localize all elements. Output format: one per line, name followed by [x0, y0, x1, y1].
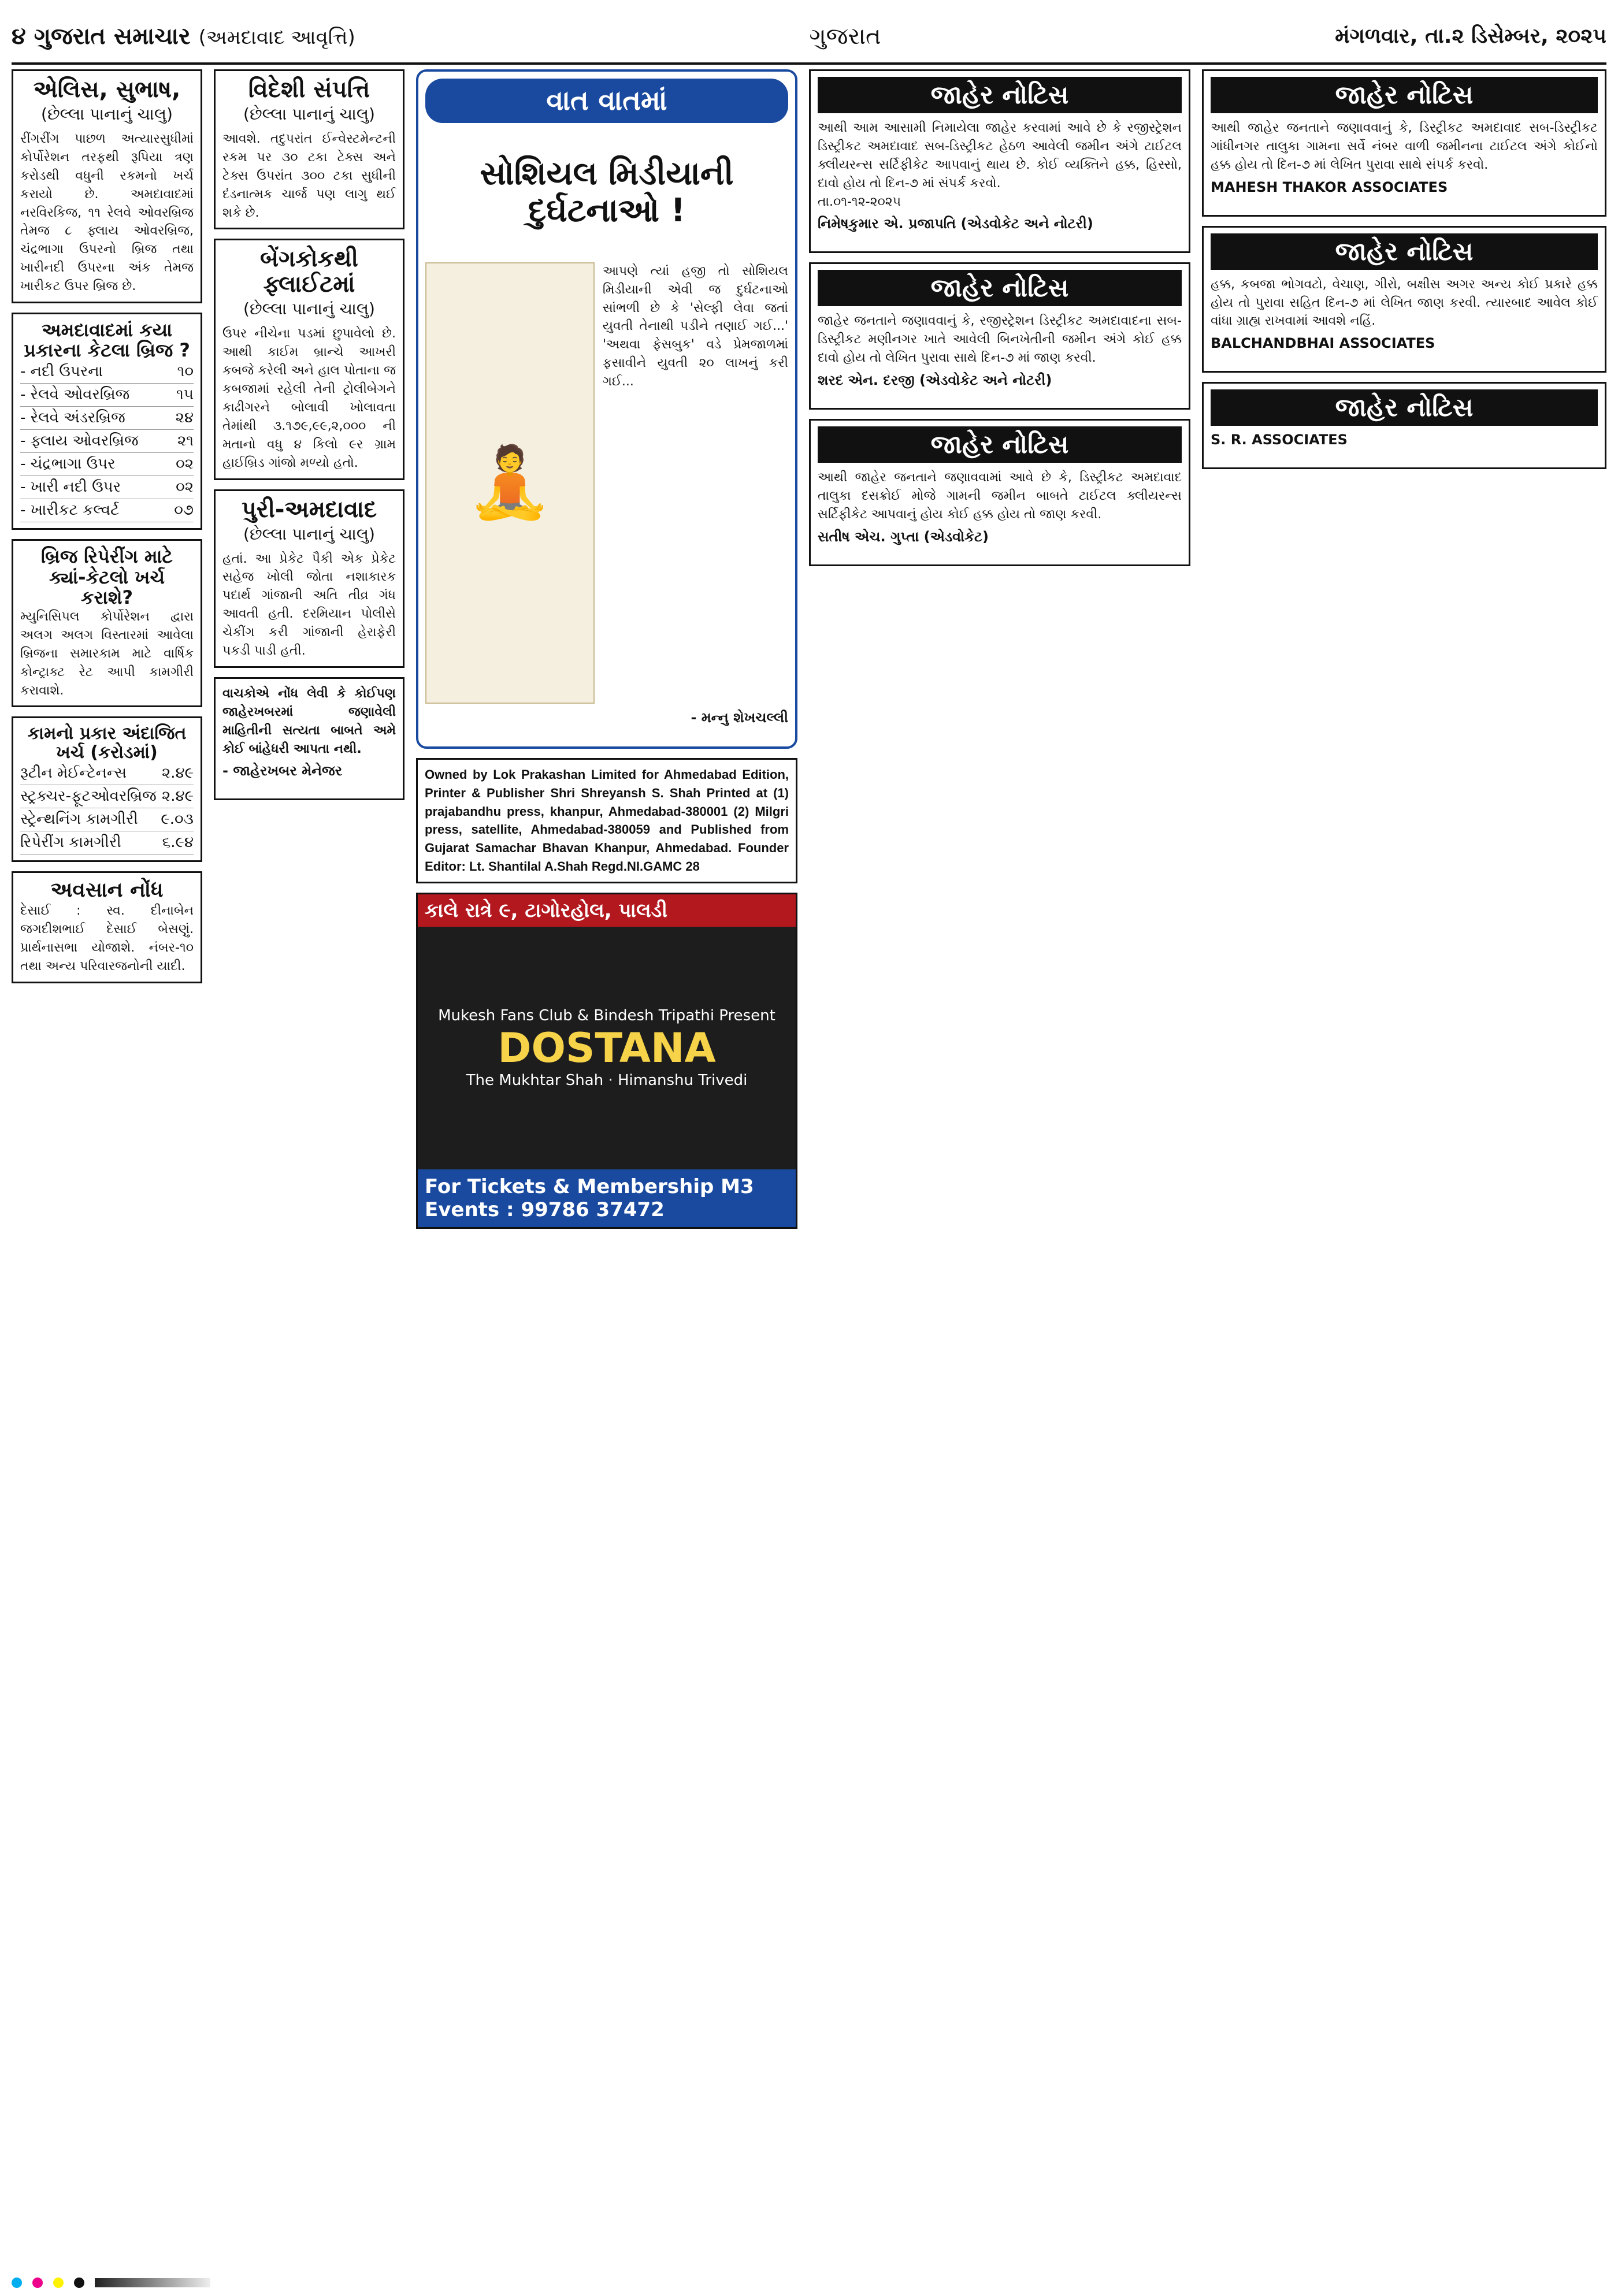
row-label: - રેલવે અંડરબ્રિજ	[20, 409, 125, 427]
impressum	[416, 758, 797, 883]
row-value: ૦૭	[174, 501, 194, 519]
story-sub: (છેલ્લા પાનાનું ચાલુ)	[243, 105, 375, 124]
cost-title: કામનો પ્રકાર અંદાજિત ખર્ચ (કરોડમાં)	[27, 723, 187, 763]
row-label: સ્ટ્રક્ચર-ફૂટઓવરબ્રિજ	[20, 787, 157, 805]
story-bangkok	[214, 239, 404, 480]
ad-show: DOSTANA	[498, 1024, 716, 1072]
row-value: ૨૧	[177, 432, 194, 450]
notice-3	[809, 419, 1190, 566]
notice-body: આથી જાહેર જનતાને જણાવવામાં આવે છે કે, ડિસ્ટ્રીકટ અમદાવાદ તાલુકા દસક્રોઈ મોજે ગામની જમીન બાબતે ટાઈટલ ક્લીયરન્સ સર્ટિફીકેટ આપવાનું હોય કોઈ હક્ક હોય તો જાણ કરવી.	[818, 470, 1182, 522]
story-body: આવશે. તદુપરાંત ઈન્વેસ્ટમેન્ટની રકમ પર ૩૦ ટકા ટેક્સ અને ટેક્સ ઉપરાંત ૩૦૦ ટકા સુધીની દંડનાત્મક ચાર્જ પણ લાગુ થઈ શકે છે.	[222, 132, 396, 220]
paper-name: ગુજરાત સમાચાર	[34, 23, 191, 50]
grey-scale	[95, 2278, 210, 2287]
disclaimer-body: વાચકોએ નોંધ લેવી કે કોઈપણ જાહેરખબરમાં જણાવેલી માહિતીની સત્યતા બાબતે અમે કોઈ બાંહેધરી આપતા નથી.	[222, 686, 396, 756]
row-label: - ખારીકટ કલ્વર્ટ	[20, 501, 120, 519]
cyan-dot	[12, 2278, 22, 2288]
feature-body: આપણે ત્યાં હજી તો સોશિયલ મિડીયાની એવી જ દુર્ઘટનાઓ સાંભળી છે કે 'સેલ્ફી લેવા જતાં યુવતી તેનાથી પડીને તણાઈ ગઈ...' 'અથવા ફેસબુક' વડે પ્રેમજાળમાં ફસાવીને યુવતી ૨૦ લાખનું કરી ગઈ...	[602, 263, 788, 389]
cost-rows	[20, 762, 194, 855]
feature-box	[416, 69, 797, 749]
notice-sign: સતીષ એચ. ગુપ્તા (એડવોકેટ)	[818, 528, 989, 545]
notice-sign: શરદ એન. દરજી (એડવોકેટ અને નોટરી)	[818, 372, 1052, 389]
story-title: વિદેશી સંપત્તિ	[248, 76, 370, 103]
notice-heading: જાહેર નોટિસ	[1211, 389, 1598, 426]
notices-column-a	[809, 69, 1190, 575]
table-row	[20, 785, 194, 808]
table-row	[20, 831, 194, 855]
table-rows	[20, 361, 194, 522]
disclaimer-sign: - જાહેરખબર મેનેજર	[222, 763, 343, 779]
notice-body: આથી જાહેર જનતાને જણાવવાનું કે, ડિસ્ટ્રીકટ અમદાવાદ સબ-ડિસ્ટ્રીકટ ગાંધીનગર તાલુકા ગામના સર્વે નંબર વાળી જમીનના ટાઈટલ અંગે કોઈનો હક્ક હોય તો દિન-૭ માં લેખિત પુરાવા સાથે સંપર્ક કરવો.	[1211, 121, 1598, 172]
notice-body: હક્ક, કબજા ભોગવટો, વેચાણ, ગીરો, બક્ષીસ અગર અન્ય કોઈ પ્રકારે હક્ક હોય તો પુરાવા સહિત દિન-૭ માં લેખિત જાણ કરવી. ત્યારબાદ આવેલ કોઈ વાંધા ગ્રાહ્ય રાખવામાં આવશે નહિં.	[1211, 277, 1598, 329]
notice-body: જાહેર જનતાને જણાવવાનું કે, રજીસ્ટ્રેશન ડિસ્ટ્રીકટ અમદાવાદના સબ-ડિસ્ટ્રીકટ મણીનગર ખાતે આવેલી બિનખેતીની જમીન અંગે કોઈ હક્ક દાવો હોય તો લેખિત પુરાવા સાથે દિન-૭ માં જાણ કરવી.	[818, 314, 1182, 366]
notice-4	[1202, 69, 1606, 217]
notice-heading: જાહેર નોટિસ	[818, 77, 1182, 113]
notice-sign: MAHESH THAKOR ASSOCIATES	[1211, 179, 1448, 195]
column-1	[12, 69, 202, 993]
story-videshi	[214, 69, 404, 229]
repair-body: મ્યુનિસિપલ કોર્પોરેશન દ્વારા અલગ અલગ વિસ્તારમાં આવેલા બ્રિજના સમારકામ માટે વાર્ષિક કોન્ટ્રાક્ટ રેટ આપી કામગીરી કરાવાશે.	[20, 609, 194, 698]
impressum-text: Owned by Lok Prakashan Limited for Ahmedabad Edition, Printer & Publisher Shri Shreyansh S. Shah Printed at (1) prajabandhu press, khanpur, Ahmedabad-380001 (2) Milgri press, satellite, Ahmedabad-380059 and Published from Gujarat Samachar Bhavan Khanpur, Ahmedabad. Founder Editor: Lt. Shantilal A.Shah Regd.NI.GAMC 28	[425, 767, 789, 874]
notice-sign: BALCHANDBHAI ASSOCIATES	[1211, 335, 1435, 352]
story-alice	[12, 69, 202, 303]
table-row	[20, 430, 194, 453]
row-value: ૯.૦૩	[161, 811, 194, 829]
row-label: - નદી ઉપરના	[20, 363, 103, 381]
row-value: ૦૨	[176, 455, 194, 473]
obit-body: દેસાઈ : સ્વ. દીનાબેન જગદીશભાઈ દેસાઈ બેસણું. પ્રાર્થનાસભા યોજાશે. નંબર-૧૦ તથા અન્ય પરિવારજનોની યાદી.	[20, 904, 194, 974]
row-value: ૧૦	[177, 363, 194, 381]
obit-title: અવસાન નોંધ	[50, 878, 164, 902]
story-title: બેંગકોકથી ફ્લાઈટમાં	[260, 246, 358, 298]
ad-contact: For Tickets & Membership M3 Events : 99786 37472	[418, 1169, 796, 1227]
column-2	[214, 69, 404, 809]
page-header	[12, 10, 1606, 65]
notice-2	[809, 262, 1190, 410]
feature-title: સોશિયલ મિડીયાની દુર્ઘટનાઓ !	[480, 155, 734, 230]
notice-heading: જાહેર નોટિસ	[1211, 233, 1598, 270]
edition: (અમદાવાદ આવૃત્તિ)	[198, 26, 355, 49]
notice-heading: જાહેર નોટિસ	[1211, 77, 1598, 113]
table-row	[20, 407, 194, 430]
ad-top: કાલે રાત્રે ૯, ટાગોરહોલ, પાલડી	[418, 894, 796, 927]
ad-body	[418, 927, 796, 1169]
story-sub: (છેલ્લા પાનાનું ચાલુ)	[41, 105, 173, 124]
obituary	[12, 871, 202, 983]
row-label: - ખારી નદી ઉપર	[20, 478, 121, 496]
table-row	[20, 499, 194, 522]
cartoon-illustration: 🧘	[425, 262, 595, 704]
event-advertisement	[416, 893, 797, 1229]
notice-date: તા.૦૧-૧૨-૨૦૨૫	[818, 194, 901, 209]
story-body: રીંગરીંગ પાછળ અત્યારસુધીમાં કોર્પોરેશન તરફથી રૂપિયા ત્રણ કરોડથી વધુની રકમનો ખર્ચ કરાયો છે. અમદાવાદમાં નરવિરકિજ, ૧૧ રેલવે ઓવરબ્રિજ તેમજ ૮ ફ્લાય ઓવરબ્રિજ, ચંદ્રભાગા ઉપરનો બ્રિજ તથા ખારીનદી ઉપરના અંક તેમજ ખારીકટ ઉપર બ્રિજ છે.	[20, 132, 194, 294]
story-sub: (છેલ્લા પાનાનું ચાલુ)	[243, 524, 375, 544]
row-label: - ફ્લાય ઓવરબ્રિજ	[20, 432, 139, 450]
issue-date: મંગળવાર, તા.૨ ડિસેમ્બર, ૨૦૨૫	[1335, 24, 1606, 48]
row-value: ૨.૪૯	[161, 787, 194, 805]
row-label: રૂટીન મેઈન્ટેનન્સ	[20, 764, 127, 782]
row-value: ૨.૪૯	[161, 764, 194, 782]
table-row	[20, 808, 194, 831]
ad-event: Mukesh Fans Club & Bindesh Tripathi Present	[438, 1007, 775, 1025]
row-label: - રેલવે ઓવરબ્રિજ	[20, 386, 130, 404]
cost-box	[12, 716, 202, 862]
notice-6	[1202, 382, 1606, 469]
masthead	[12, 23, 355, 50]
reader-disclaimer	[214, 677, 404, 801]
print-color-bar	[12, 2276, 1606, 2289]
story-body: ઉપર નીચેના પડમાં છુપાવેલો છે. આથી કાઈમ બ્રાન્ચે આખરી કબજે કરેલી અને હાલ પોતાના જ કબજામાં રહેલી તેની ટ્રોલીબેગને કાઢીગરને બોલાવી ખોલાવતા તેમાંથી ૩.૧૭૯,૯૯,૨,૦૦૦ ની મતાનો વધુ ૪ કિલો ૯ર ગ્રામ હાઈબ્રિડ ગાંજો મળ્યો હતો.	[222, 326, 396, 470]
story-sub: (છેલ્લા પાનાનું ચાલુ)	[243, 299, 375, 319]
row-value: ૦૨	[176, 478, 194, 496]
table-row	[20, 361, 194, 384]
notice-heading: જાહેર નોટિસ	[818, 270, 1182, 306]
table-title: અમદાવાદમાં કયા પ્રકારના કેટલા બ્રિજ ?	[24, 319, 190, 362]
row-value: ૧૫	[176, 386, 194, 404]
story-puri	[214, 489, 404, 668]
notice-1	[809, 69, 1190, 253]
story-body: હતાં. આ પ્રેકેટ પૈકી એક પ્રેકેટ સહેજ ખોલી જોતા નશાકારક પદાર્થ ગાંજાની અતિ તીવ્ર ગંધ આવતી હતી. દરમિયાન પોલીસે ચેકીંગ કરી ગાંજાની હેરાફેરી પકડી પાડી હતી.	[222, 551, 396, 659]
story-title: એલિસ, સુભાષ,	[33, 76, 181, 103]
row-label: - ચંદ્રભાગા ઉપર	[20, 455, 116, 473]
row-label: રિપેરીંગ કામગીરી	[20, 834, 121, 852]
table-row	[20, 762, 194, 785]
notice-body: આથી આમ આસામી નિમાયેલા જાહેર કરવામાં આવે છે કે રજીસ્ટ્રેશન ડિસ્ટ્રીકટ અમદાવાદ સબ-ડિસ્ટ્રીકટ હેઠળ આવેલી જમીન અંગે ટાઈટલ ક્લીયરન્સ સર્ટિફીકેટ આપવાનું થાય છે. કોઈ વ્યક્તિને હક્ક, હિસ્સો, દાવો હોય તો દિન-૭ માં સંપર્ક કરવો.	[818, 121, 1182, 191]
ad-artists: The Mukhtar Shah · Himanshu Trivedi	[466, 1072, 748, 1090]
notice-sign: S. R. ASSOCIATES	[1211, 432, 1348, 448]
notices-column-b	[1202, 69, 1606, 478]
notice-5	[1202, 226, 1606, 373]
black-dot	[74, 2278, 84, 2288]
yellow-dot	[53, 2278, 64, 2288]
bridge-table	[12, 313, 202, 530]
feature-signature: - મન્નુ શેખચલ્લી	[691, 709, 788, 726]
section-name: ગુજરાત	[809, 23, 881, 50]
row-label: સ્ટ્રેન્થનિંગ કામગીરી	[20, 811, 138, 829]
feature-column	[416, 69, 797, 1237]
page-number: ૪	[12, 23, 26, 50]
feature-banner: વાત વાતમાં	[425, 79, 788, 123]
story-title: પુરી-અમદાવાદ	[241, 496, 377, 523]
repair-box	[12, 539, 202, 707]
row-value: ૬.૯૪	[162, 834, 194, 852]
repair-title: બ્રિજ રિપેરીંગ માટે ક્યાં-કેટલો ખર્ચ કરાશે?	[40, 545, 173, 608]
table-row	[20, 453, 194, 476]
table-row	[20, 384, 194, 407]
notice-sign: નિમેષકુમાર એ. પ્રજાપતિ (એડવોકેટ અને નોટરી)	[818, 216, 1093, 232]
row-value: ૨૪	[175, 409, 194, 427]
table-row	[20, 476, 194, 499]
magenta-dot	[32, 2278, 43, 2288]
notice-heading: જાહેર નોટિસ	[818, 426, 1182, 463]
